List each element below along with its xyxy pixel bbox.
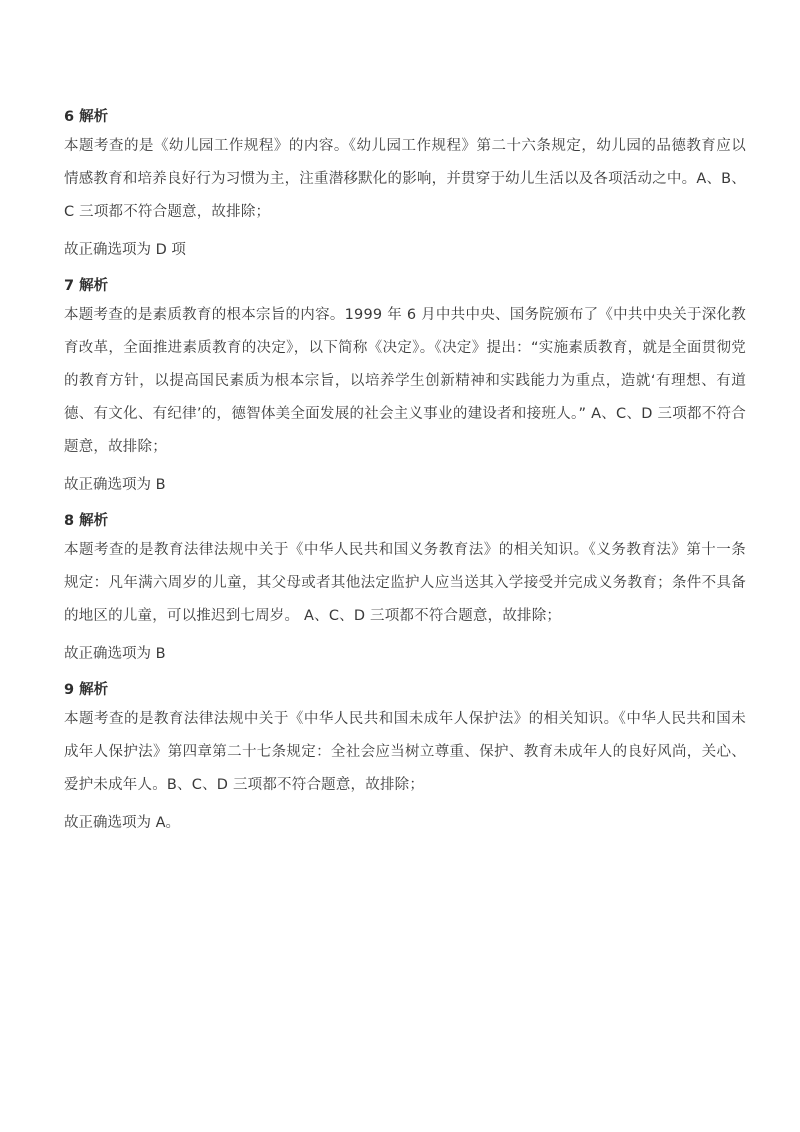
document-page <box>64 106 746 848</box>
section-heading: 7 解析 <box>64 278 109 294</box>
section-answer: 故正确选项为 B <box>64 477 166 493</box>
section-heading: 8 解析 <box>64 513 109 529</box>
analysis-section-9 <box>64 679 746 834</box>
section-heading: 9 解析 <box>64 682 109 698</box>
section-answer: 故正确选项为 A。 <box>64 815 181 831</box>
analysis-section-8 <box>64 510 746 665</box>
analysis-section-6 <box>64 106 746 261</box>
section-answer: 故正确选项为 B <box>64 646 166 662</box>
section-paragraph: 本题考查的是教育法律法规中关于《中华人民共和国义务教育法》的相关知识。《义务教育法》第十一条规定：凡年满六周岁的儿童，其父母或者其他法定监护人应当送其入学接受并完成义务教育；条件不具备的地区的儿童，可以推迟到七周岁。 A、C、D 三项都不符合题意，故排除； <box>64 542 746 624</box>
section-paragraph: 本题考查的是教育法律法规中关于《中华人民共和国未成年人保护法》的相关知识。《中华人民共和国未成年人保护法》第四章第二十七条规定：全社会应当树立尊重、保护、教育未成年人的良好风尚，关心、爱护未成年人。B、C、D 三项都不符合题意，故排除； <box>64 711 746 793</box>
analysis-section-7 <box>64 275 746 496</box>
section-heading: 6 解析 <box>64 109 109 125</box>
section-paragraph: 本题考查的是《幼儿园工作规程》的内容。《幼儿园工作规程》第二十六条规定，幼儿园的品德教育应以情感教育和培养良好行为习惯为主，注重潜移默化的影响，并贯穿于幼儿生活以及各项活动之中。A、B、C 三项都不符合题意，故排除； <box>64 138 746 220</box>
section-answer: 故正确选项为 D 项 <box>64 242 186 258</box>
section-paragraph: 本题考查的是素质教育的根本宗旨的内容。1999 年 6 月中共中央、国务院颁布了《中共中央关于深化教育改革，全面推进素质教育的决定》，以下简称《决定》。《决定》提出：“实施素质教育，就是全面贯彻党的教育方针，以提高国民素质为根本宗旨，以培养学生创新精神和实践能力为重点，造就‘有理想、有道德、有文化、有纪律’的，德智体美全面发展的社会主义事业的建设者和接班人。” A、C、D 三项都不符合题意，故排除； <box>64 307 746 455</box>
